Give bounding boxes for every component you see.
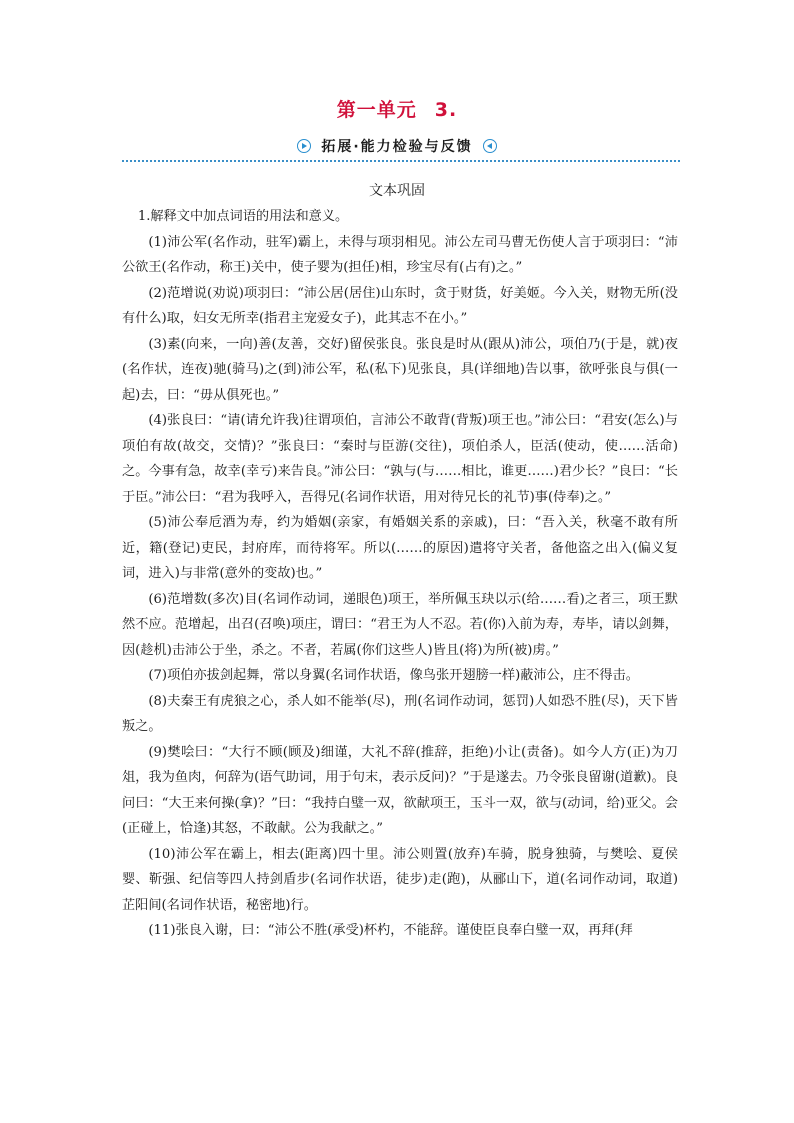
section-title: 文本巩固 bbox=[369, 183, 425, 199]
section-banner bbox=[0, 136, 794, 162]
paragraph-5: (5)沛公奉卮酒为寿，约为婚姻(亲家，有婚姻关系的亲戚)，曰：“吾入关，秋毫不敢有所近，籍(登记)吏民，封府库，而待将军。所以(……的原因)遣将守关者，备他盗之出入(偏义复词，进入)与非常(意外的变故)也。” bbox=[122, 515, 678, 581]
paragraph-4: (4)张良曰：“请(请允许我)往谓项伯，言沛公不敢背(背叛)项王也。”沛公曰：“君安(怎么)与项伯有故(故交，交情)？”张良曰：“秦时与臣游(交往)，项伯杀人，臣活(使动，使……活命)之。今事有急，故幸(幸亏)来告良。”沛公曰：“孰与(与……相比，谁更……)君少长？”良曰：“长于臣。”沛公曰：“君为我呼入，吾得兄(名词作状语，用对待兄长的礼节)事(侍奉)之。” bbox=[122, 413, 678, 505]
paragraph-7: (7)项伯亦拔剑起舞，常以身翼(名词作状语，像鸟张开翅膀一样)蔽沛公，庄不得击。 bbox=[148, 668, 639, 683]
paragraph-11: (11)张良入谢，曰：“沛公不胜(承受)杯杓，不能辞。谨使臣良奉白璧一双，再拜(拜 bbox=[148, 923, 633, 938]
paragraph-8: (8)夫秦王有虎狼之心，杀人如不能举(尽)，刑(名词作动词，惩罚)人如恐不胜(尽)，天下皆叛之。 bbox=[122, 693, 678, 734]
paragraph-9: (9)樊哙曰：“大行不顾(顾及)细谨，大礼不辞(推辞，拒绝)小让(责备)。如今人方(正)为刀俎，我为鱼肉，何辞为(语气助词，用于句末，表示反问)？”于是遂去。乃令张良留谢(道歉)。良问曰：“大王来何操(拿)？”曰：“我持白璧一双，欲献项王，玉斗一双，欲与(动词，给)亚父。会(正碰上，恰逢)其怒，不敢献。公为我献之。” bbox=[122, 744, 678, 836]
dotted-divider bbox=[122, 160, 680, 162]
paragraph-3: (3)素(向来，一向)善(友善，交好)留侯张良。张良是时从(跟从)沛公，项伯乃(于是，就)夜(名作状，连夜)驰(骑马)之(到)沛公军，私(私下)见张良，具(详细地)告以事，欲呼张良与俱(一起)去，曰：“毋从俱死也。” bbox=[122, 336, 678, 403]
question-label: 1.解释文中加点词语的用法和意义。 bbox=[137, 209, 349, 224]
lesson-number: 3. bbox=[434, 99, 458, 121]
paragraph-10: (10)沛公军在霸上，相去(距离)四十里。沛公则置(放弃)车骑，脱身独骑，与樊哙、夏侯婴、靳强、纪信等四人持剑盾步(名词作状语，徒步)走(跑)，从郦山下，道(名词作动词，取道)芷阳间(名词作状语，秘密地)行。 bbox=[122, 846, 678, 913]
paragraph-6: (6)范增数(多次)目(名词作动词，递眼色)项王，举所佩玉玦以示(给……看)之者三，项王默然不应。范增起，出召(召唤)项庄，谓曰：“君王为人不忍。若(你)入前为寿，寿毕，请以剑舞，因(趁机)击沛公于坐，杀之。不者，若属(你们这些人)皆且(将)为所(被)虏。” bbox=[122, 591, 678, 658]
paragraph-2: (2)范增说(劝说)项羽曰：“沛公居(居住)山东时，贪于财货，好美姬。今入关，财物无所(没有什么)取，妇女无所幸(指君主宠爱女子)，此其志不在小。” bbox=[122, 285, 678, 326]
unit-title bbox=[0, 95, 794, 122]
paragraph-1: (1)沛公军(名作动，驻军)霸上，未得与项羽相见。沛公左司马曹无伤使人言于项羽曰：“沛公欲王(名作动，称王)关中，使子婴为(担任)相，珍宝尽有(占有)之。” bbox=[122, 234, 678, 275]
play-right-icon bbox=[297, 139, 311, 153]
play-left-icon bbox=[483, 139, 497, 153]
unit-label: 第一单元 bbox=[336, 99, 417, 121]
banner-title: 拓展·能力检验与反馈 bbox=[321, 139, 473, 155]
exercise-content bbox=[122, 204, 678, 944]
